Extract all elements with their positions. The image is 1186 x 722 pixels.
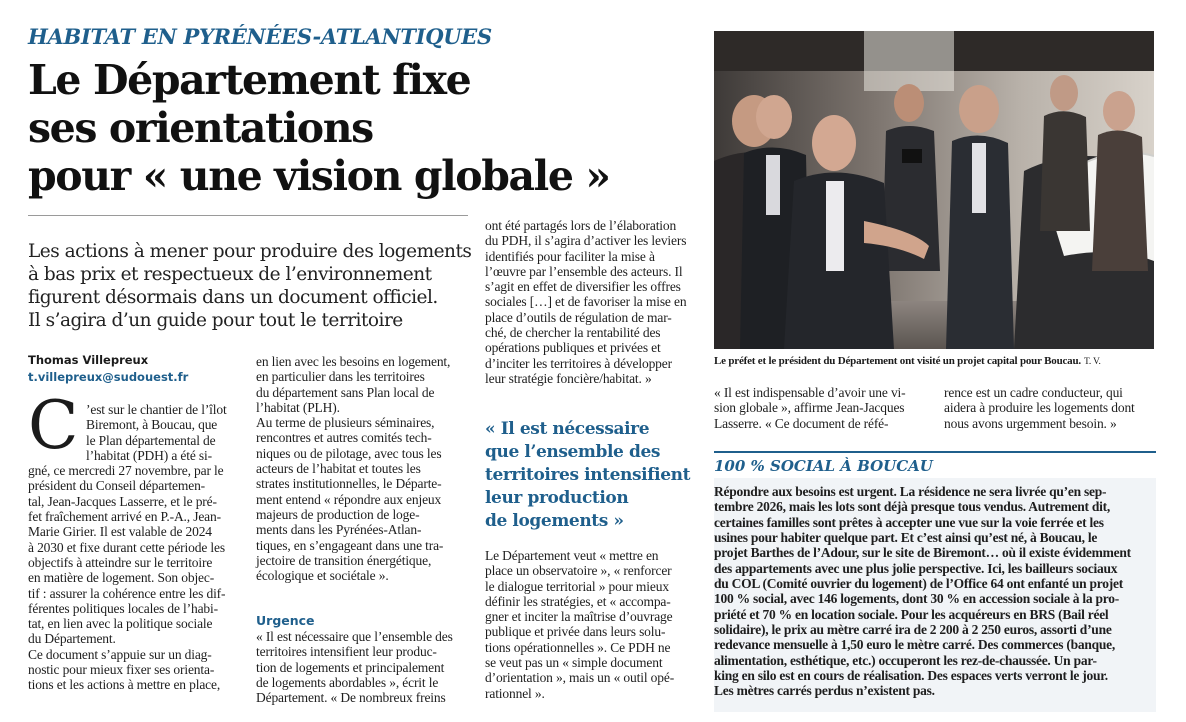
box-line: alimentation, esthétique, etc.) occuperont les rez-de-chaussée. Un par- — [714, 652, 1097, 668]
body-line: se veut pas un « simple document — [485, 655, 663, 671]
body-line: gner et inciter la maîtrise d’ouvrage — [485, 609, 673, 625]
box-line: redevance mensuelle à 1,50 euro le mètre carré. Des commerces (banque, — [714, 637, 1116, 653]
body-column-3 — [485, 218, 697, 386]
photo-credit: T. V. — [1083, 357, 1101, 367]
box-line: Répondre aux besoins est urgent. La résidence ne sera livrée qu’en sep- — [714, 484, 1107, 499]
body-line: Marie Girier. Il est valable de 2024 — [28, 524, 212, 540]
article-photo — [714, 31, 1154, 349]
body-line: définir les stratégies, et « accompa- — [485, 593, 671, 609]
body-line: du département sans Plan local de — [256, 384, 435, 400]
body-line: nostic pour mieux fixer ses orienta- — [28, 662, 215, 678]
body-line: jectoire de transition énergétique, — [256, 552, 432, 568]
pull-quote-line: « Il est nécessaire — [485, 419, 650, 439]
body-line: « Il est nécessaire que l’ensemble des — [256, 629, 453, 644]
body-line: fet fraîchement arrivé en P.-A., Jean- — [28, 509, 221, 525]
body-line: écologique et sociétale ». — [256, 568, 389, 584]
article-standfirst — [28, 240, 472, 332]
body-line: territoires intensifient leur produc- — [256, 644, 437, 660]
body-line: le dialogue territorial » pour mieux — [485, 578, 669, 594]
article-kicker: HABITAT EN PYRÉNÉES-ATLANTIQUES — [28, 24, 492, 49]
body-line: d’inciter les territoires à développer — [485, 355, 672, 371]
body-line: tal, Jean-Jacques Lasserre, et le pré- — [28, 493, 217, 509]
body-column-4 — [714, 385, 924, 431]
body-line: du PDH, il s’agira d’activer les leviers — [485, 233, 687, 249]
box-line: Les mètres carrés perdus n’existent pas. — [714, 683, 935, 699]
body-line: niques ou de pilotage, avec tous les — [256, 445, 442, 461]
body-line: tions et les actions à mettre en place, — [28, 677, 221, 693]
body-line: rationnel ». — [485, 685, 545, 701]
body-line: de logements abordables », écrit le — [256, 674, 439, 690]
body-line: Lasserre. « Ce document de réfé- — [714, 415, 889, 431]
pull-quote-line: leur production — [485, 488, 629, 508]
headline-line: Le Département fixe — [28, 56, 471, 104]
body-line: en matière de logement. Son objec- — [28, 570, 215, 586]
body-line: leur stratégie foncière/habitat. » — [485, 370, 652, 386]
body-line: ments dans les Pyrénées-Atlan- — [256, 522, 422, 538]
body-line: publique et privée dans leurs solu- — [485, 624, 666, 640]
body-line: ment entend « répondre aux enjeux — [256, 491, 442, 507]
headline-line: ses orientations — [28, 104, 373, 152]
body-line: tions opérationnelles ». Ce PDH ne — [485, 639, 671, 655]
body-line: ’est sur le chantier de l’îlot — [86, 402, 227, 417]
body-line: majeurs de production de loge- — [256, 506, 420, 522]
body-line: l’œuvre par l’ensemble des acteurs. Il — [485, 263, 683, 279]
box-line: king en silo est en cours de réalisation. Des espaces verts verront le jour. — [714, 668, 1108, 684]
body-column-2 — [256, 354, 468, 583]
body-line: Biremont, à Boucau, que — [86, 417, 218, 433]
headline-divider — [28, 215, 468, 216]
body-line: tion de logements et principalement — [256, 659, 445, 675]
standfirst-line: Les actions à mener pour produire des logements — [28, 241, 472, 262]
author-email-link[interactable]: t.villepreux@sudouest.fr — [28, 370, 189, 384]
box-line: priété et 70 % en location sociale. Pour les acquéreurs en BRS (Bail réel — [714, 606, 1109, 622]
body-line: l’habitat (PDH) a été si- — [86, 447, 212, 463]
body-line: en lien avec les besoins en logement, — [256, 354, 451, 369]
body-line: place d’outils de régulation de mar- — [485, 309, 672, 325]
body-line: Ce document s’appuie sur un diag- — [28, 646, 212, 662]
body-line: férentes politiques locales de l’habi- — [28, 600, 218, 616]
body-line: sion globale », affirme Jean-Jacques — [714, 400, 905, 416]
photo-caption — [714, 355, 1158, 367]
box-line: projet Barthes de l’Adour, sur le site de Biremont… où il existe évidemment — [714, 545, 1131, 561]
body-line: rencontres et autres comités tech- — [256, 430, 432, 446]
body-line: tat, en lien avec la politique sociale — [28, 616, 213, 632]
body-line: nous avons urgemment besoin. » — [944, 415, 1117, 431]
body-line: opérations publiques et privées et — [485, 340, 661, 356]
body-line: ché, de chercher la rentabilité des — [485, 325, 661, 341]
body-line: l’habitat (PLH). — [256, 399, 340, 415]
box-line: du COL (Comité ouvrier du logement) de l’Office 64 ont enfanté un projet — [714, 576, 1123, 592]
section-subhead: Urgence — [256, 613, 315, 628]
box-line: 100 % social, avec 146 logements, dont 30 % en accession sociale à la pro- — [714, 591, 1119, 607]
author-name: Thomas Villepreux — [28, 353, 149, 367]
article-headline — [28, 56, 718, 200]
drop-cap: C — [28, 387, 79, 464]
photo-illustration — [714, 31, 1154, 349]
box-line: certaines familles sont prêtes à accepter une vue sur la voie ferrée et les — [714, 514, 1104, 530]
body-column-1 — [28, 402, 240, 693]
body-line: à 2030 et fixe durant cette période les — [28, 539, 225, 555]
body-line: acteurs de l’habitat et toutes les — [256, 461, 421, 477]
body-line: ont été partagés lors de l’élaboration — [485, 218, 677, 233]
standfirst-line: Il s’agira d’un guide pour tout le territoire — [28, 310, 403, 331]
box-line: des appartements avec une plus jolie perspective. Ici, les bailleurs sociaux — [714, 560, 1118, 576]
pull-quote-line: de logements » — [485, 511, 624, 531]
body-line: « Il est indispensable d’avoir une vi- — [714, 385, 906, 400]
pull-quote — [485, 418, 700, 533]
body-line: du Département. — [28, 631, 116, 647]
box-line: solidaire), le prix au mètre carré ira de 2 200 à 2 250 euros, assorti d’une — [714, 622, 1112, 638]
body-column-2-continued — [256, 629, 468, 705]
sidebar-box-rule — [714, 451, 1156, 453]
body-line: aidera à produire les logements dont — [944, 400, 1135, 416]
body-line: en particulier dans les territoires — [256, 369, 425, 385]
box-line: tembre 2026, mais les lots sont déjà presque tous vendus. Autrement dit, — [714, 499, 1111, 515]
body-line: place un observatoire », « renforcer — [485, 563, 672, 579]
body-line: Au terme de plusieurs séminaires, — [256, 415, 435, 431]
body-line: sociales […] et de favoriser la mise en — [485, 294, 687, 310]
body-line: le Plan départemental de — [86, 432, 216, 448]
body-line: s’agit en effet de diversifier les offres — [485, 279, 681, 295]
standfirst-line: figurent désormais dans un document officiel. — [28, 287, 438, 308]
pull-quote-line: que l’ensemble des — [485, 442, 661, 462]
pull-quote-line: territoires intensifient — [485, 465, 691, 485]
body-line: Le Département veut « mettre en — [485, 548, 659, 563]
caption-text: Le préfet et le président du Département ont visité un projet capital pour Boucau. — [714, 355, 1081, 367]
body-line: d’orientation », mais un « outil opé- — [485, 670, 675, 686]
body-line: tif : assurer la cohérence entre les dif- — [28, 585, 226, 601]
standfirst-line: à bas prix et respectueux de l’environnement — [28, 264, 432, 285]
headline-line: pour « une vision globale » — [28, 152, 610, 200]
body-line: objectifs à atteindre sur le territoire — [28, 554, 213, 570]
body-line: strates institutionnelles, le Départe- — [256, 476, 442, 492]
body-column-5 — [944, 385, 1156, 431]
box-line: usines pour habiter quelque part. Et c’est ainsi qu’est né, à Boucau, le — [714, 530, 1098, 546]
body-line: président du Conseil départemen- — [28, 478, 206, 494]
body-column-3-continued — [485, 548, 697, 701]
body-line: tiques, en s’engageant dans une tra- — [256, 537, 444, 553]
sidebar-box-text — [714, 484, 1156, 699]
body-line: identifiés pour faciliter la mise à — [485, 248, 655, 264]
body-line: rence est un cadre conducteur, qui — [944, 385, 1123, 400]
body-line: Département. « De nombreux freins — [256, 690, 446, 706]
sidebar-box-title: 100 % SOCIAL À BOUCAU — [714, 457, 933, 475]
body-line: gné, ce mercredi 27 novembre, par le — [28, 463, 224, 479]
